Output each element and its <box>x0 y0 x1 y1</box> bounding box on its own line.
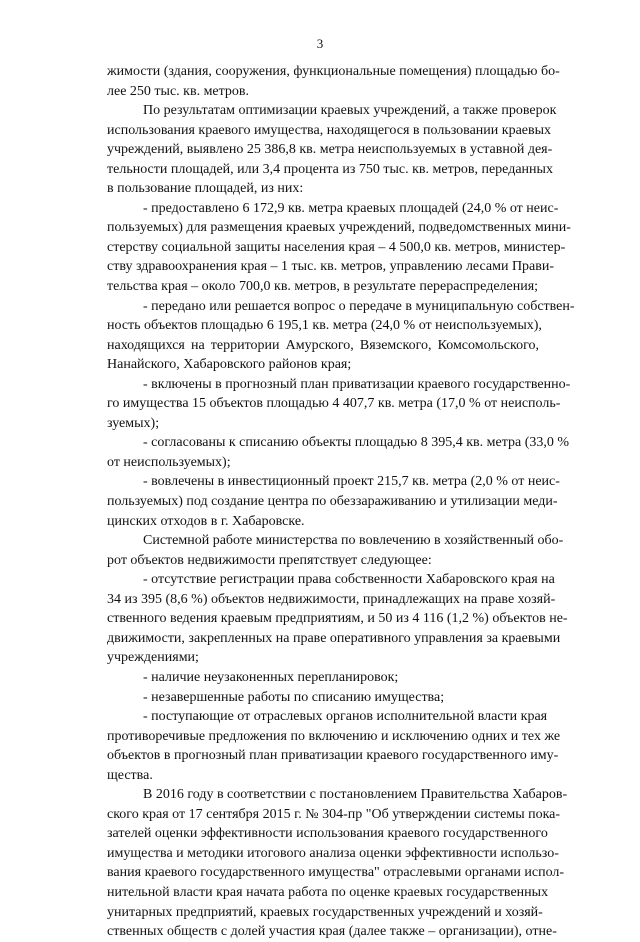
text-line: рот объектов недвижимости препятствует следующее: <box>107 552 432 568</box>
text-line: вания краевого государственного имущества" отраслевыми органами испол- <box>107 865 565 881</box>
text-line: находящихся на территории Амурского, Вяземского, Комсомольского, <box>107 337 539 353</box>
text-line: ность объектов площадью 6 195,1 кв. метра (24,0 % от неиспользуемых), <box>107 318 542 334</box>
text-line: - незавершенные работы по списанию имущества; <box>143 689 445 705</box>
text-line: - наличие неузаконенных перепланировок; <box>143 669 399 685</box>
text-line: Системной работе министерства по вовлечению в хозяйственный обо- <box>143 533 564 549</box>
text-line: тельности площадей, или 3,4 процента из 750 тыс. кв. метров, переданных <box>107 161 553 177</box>
text-line: ственных обществ с долей участия края (далее также – организации), отне- <box>107 924 557 940</box>
text-line: учреждений, выявлено 25 386,8 кв. метра неиспользуемых в уставной дея- <box>107 142 553 158</box>
text-line: использования краевого имущества, находящегося в пользовании краевых <box>107 122 552 138</box>
text-line: стерству социальной защиты населения края – 4 500,0 кв. метров, министер- <box>107 239 566 255</box>
text-line: нительной власти края начата работа по оценке краевых государственных <box>107 884 549 900</box>
text-line: объектов в прогнозный план приватизации краевого государственного иму- <box>107 748 559 764</box>
text-line: 34 из 395 (8,6 %) объектов недвижимости, принадлежащих на праве хозяй- <box>107 591 556 607</box>
text-line: - отсутствие регистрации права собственности Хабаровского края на <box>143 572 555 588</box>
text-line: щества. <box>107 767 153 783</box>
text-line: - поступающие от отраслевых органов исполнительной власти края <box>143 709 548 725</box>
text-line: - вовлечены в инвестиционный проект 215,7 кв. метра (2,0 % от неис- <box>143 474 560 490</box>
page-number: 3 <box>316 36 324 51</box>
text-line: По результатам оптимизации краевых учреждений, а также проверок <box>143 103 557 119</box>
text-line: ского края от 17 сентября 2015 г. № 304-пр "Об утверждении системы пока- <box>107 806 561 822</box>
text-line: движимости, закрепленных на праве оперативного управления за краевыми <box>107 630 561 646</box>
text-line: Нанайского, Хабаровского районов края; <box>107 357 352 373</box>
text-line: пользуемых) под создание центра по обеззараживанию и утилизации меди- <box>107 494 558 510</box>
text-line: - предоставлено 6 172,9 кв. метра краевых площадей (24,0 % от неис- <box>143 200 559 216</box>
text-line: унитарных предприятий, краевых государственных учреждений и хозяй- <box>107 904 543 920</box>
text-line: ственного ведения краевым предприятиям, и 50 из 4 116 (1,2 %) объектов не- <box>107 611 568 627</box>
document-body <box>107 62 575 942</box>
text-line: В 2016 году в соответствии с постановлением Правительства Хабаров- <box>143 787 568 803</box>
text-line: от неиспользуемых); <box>107 454 231 470</box>
text-line: - включены в прогнозный план приватизации краевого государственно- <box>143 376 571 392</box>
text-line: ству здравоохранения края – 1 тыс. кв. метров, управлению лесами Прави- <box>107 259 555 275</box>
text-line: лее 250 тыс. кв. метров. <box>107 83 250 99</box>
text-line: цинских отходов в г. Хабаровске. <box>107 513 305 529</box>
text-line: жимости (здания, сооружения, функциональные помещения) площадью бо- <box>107 64 560 79</box>
text-line: зуемых); <box>107 415 160 431</box>
text-line: зателей оценки эффективности использования краевого государственного <box>107 826 548 842</box>
text-line: го имущества 15 объектов площадью 4 407,7 кв. метра (17,0 % от неисполь- <box>107 396 561 412</box>
text-line: пользуемых) для размещения краевых учреждений, подведомственных мини- <box>107 220 571 236</box>
text-line: имущества и методики итогового анализа оценки эффективности использо- <box>107 845 559 861</box>
text-line: тельства края – около 700,0 кв. метров, в результате перераспределения; <box>107 279 539 295</box>
text-line: в пользование площадей, из них: <box>107 181 304 197</box>
text-line: учреждениями; <box>107 650 199 666</box>
text-line: - согласованы к списанию объекты площадью 8 395,4 кв. метра (33,0 % <box>143 435 570 451</box>
text-line: - передано или решается вопрос о передаче в муниципальную собствен- <box>143 298 575 314</box>
text-line: противоречивые предложения по включению и исключению одних и тех же <box>107 728 561 744</box>
